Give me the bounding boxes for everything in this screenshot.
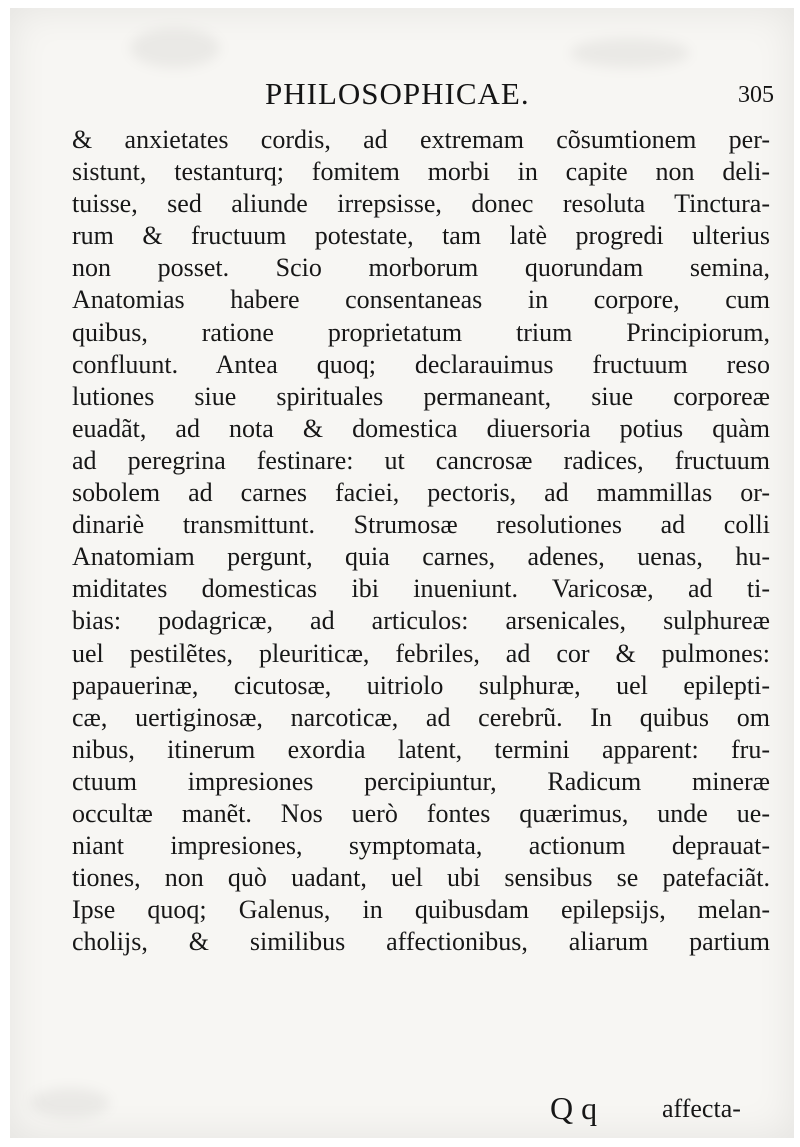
text-line: nibus, itinerum exordia latent, termini apparent: fru- — [72, 734, 770, 764]
text-line: Ipse quoq; Galenus, in quibusdam epilepsijs, melan- — [72, 895, 770, 925]
page-number: 305 — [738, 82, 774, 108]
running-head: PHILOSOPHICAE. — [265, 76, 530, 111]
text-line: papauerinæ, cicutosæ, uitriolo sulphuræ, uel epilepti- — [72, 670, 770, 700]
text-line: euadãt, ad nota & domestica diuersoria potius quàm — [72, 413, 770, 443]
text-line: quibus, ratione proprietatum trium Principiorum, — [72, 317, 770, 347]
text-line: cholijs, & similibus affectionibus, aliarum partium — [72, 927, 770, 957]
text-line: sobolem ad carnes faciei, pectoris, ad mammillas or- — [72, 478, 770, 508]
text-line: Anatomias habere consentaneas in corpore, cum — [72, 285, 770, 315]
text-line: tiones, non quò uadant, uel ubi sensibus se patefaciãt. — [72, 863, 770, 893]
text-line: lutiones siue spirituales permaneant, siue corporeæ — [72, 381, 770, 411]
paper-stain — [570, 38, 690, 68]
text-line: ad peregrina festinare: ut cancrosæ radices, fructuum — [72, 445, 770, 475]
paper-stain — [30, 1088, 110, 1118]
text-line: confluunt. Antea quoq; declarauimus fructuum reso — [72, 349, 770, 379]
body-text — [72, 124, 770, 958]
text-line: dinariè transmittunt. Strumosæ resolutiones ad colli — [72, 510, 770, 540]
signature-mark: Q q — [550, 1090, 598, 1126]
text-line: occultæ manẽt. Nos uerò fontes quærimus, unde ue- — [72, 798, 770, 828]
text-line: sistunt, testanturq; fomitem morbi in capite non deli- — [72, 157, 770, 187]
text-line: & anxietates cordis, ad extremam cõsumtionem per- — [72, 125, 770, 154]
text-line: cæ, uertiginosæ, narcoticæ, ad cerebrũ. In quibus om — [72, 702, 770, 732]
book-page — [10, 8, 794, 1138]
text-line: non posset. Scio morborum quorundam semina, — [72, 253, 770, 283]
catchword: affecta- — [662, 1094, 741, 1123]
text-line: miditates domesticas ibi inueniunt. Varicosæ, ad ti- — [72, 574, 770, 604]
text-line: rum & fructuum potestate, tam latè progredi ulterius — [72, 221, 770, 251]
text-line: Anatomiam pergunt, quia carnes, adenes, uenas, hu- — [72, 542, 770, 572]
text-line: ctuum impresiones percipiuntur, Radicum mineræ — [72, 766, 770, 796]
page-header — [10, 76, 794, 112]
text-line: bias: podagricæ, ad articulos: arsenicales, sulphureæ — [72, 606, 770, 636]
text-line: tuisse, sed aliunde irrepsisse, donec resoluta Tinctura- — [72, 189, 770, 219]
text-line: niant impresiones, symptomata, actionum deprauat- — [72, 831, 770, 861]
paper-stain — [130, 28, 220, 68]
text-line: uel pestilẽtes, pleuriticæ, febriles, ad cor & pulmones: — [72, 638, 770, 668]
